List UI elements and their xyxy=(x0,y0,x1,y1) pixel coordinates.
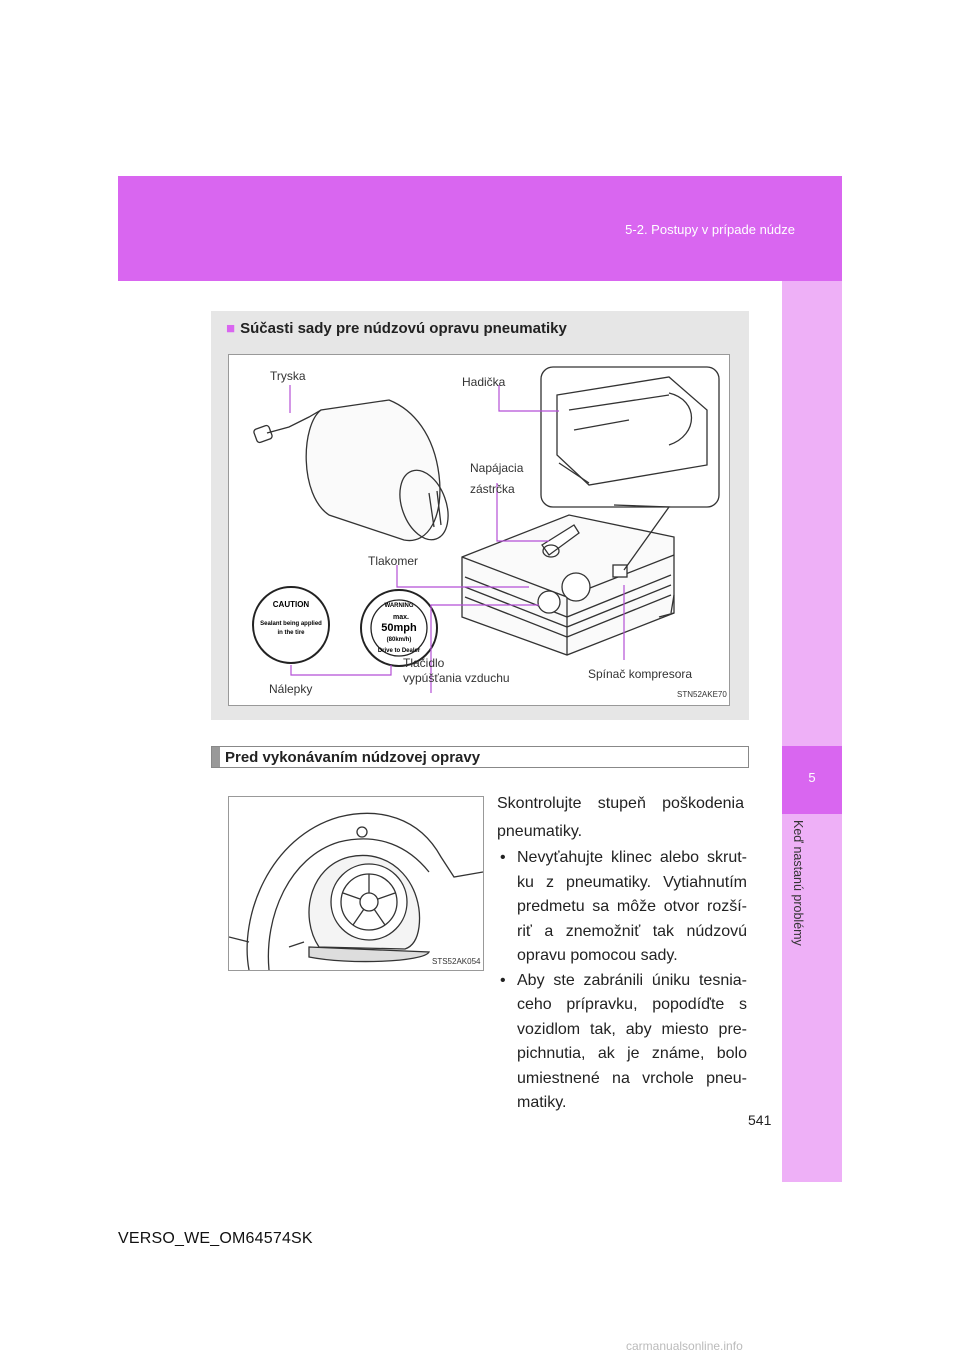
caution-sticker-line2: in the tire xyxy=(277,630,305,636)
chapter-label: Keď nastanú problémy xyxy=(791,820,805,946)
bullet-item: • Aby ste zabránili úniku tesnia-ceho prípravku, popodíďte s vozidlom tak, aby miesto pre-pichnutia, ak je známe, bolo umiestnené na vrchole pneu-matiky. xyxy=(497,969,747,1116)
warning-sticker-bottom: Drive to Dealer xyxy=(377,648,421,654)
figure2-code: STS52AK054 xyxy=(432,957,481,966)
label-tlakomer: Tlakomer xyxy=(368,554,419,568)
section-header: 5-2. Postupy v prípade núdze xyxy=(625,222,795,237)
panel-title-text: Súčasti sady pre núdzovú opravu pneumatiky xyxy=(240,320,567,337)
section-heading-accent xyxy=(212,747,220,767)
warning-sticker-top: WARNING xyxy=(384,603,414,609)
panel-title xyxy=(226,320,567,337)
caution-sticker-line1: Sealant being applied xyxy=(260,621,322,627)
warning-sticker-kmh: (80km/h) xyxy=(386,637,412,643)
instruction-paragraph: Skontrolujte stupeň poškodenia pneumatiky. xyxy=(497,795,744,840)
flat-tire-illustration xyxy=(228,796,484,971)
label-tlacidlo: Tlačidlo xyxy=(403,656,445,670)
label-zastrcka: zástrčka xyxy=(470,482,515,496)
flat-tire-drawing xyxy=(229,797,483,970)
chapter-number: 5 xyxy=(808,770,816,785)
chapter-tab xyxy=(782,281,842,1182)
watermark: carmanualsonline.info xyxy=(626,1339,743,1353)
section-heading xyxy=(211,746,749,768)
label-tryska: Tryska xyxy=(270,369,306,383)
label-nalepky: Nálepky xyxy=(269,682,313,696)
repair-kit-drawing xyxy=(229,355,729,705)
section-heading-text: Pred vykonávaním núdzovej opravy xyxy=(225,749,481,766)
label-spinac: Spínač kompresora xyxy=(588,667,693,681)
square-bullet-icon: ■ xyxy=(226,320,236,337)
page-number: 541 xyxy=(748,1112,772,1128)
chapter-label-wrap xyxy=(787,820,807,980)
bullet-item: • Nevyťahujte klinec alebo skrut-ku z pneumatiky. Vytiahnutím predmetu sa môže otvor rozší-riť a znemožniť tak núdzovú opravu pomocou sady. xyxy=(497,846,747,969)
footer-code: VERSO_WE_OM64574SK xyxy=(118,1230,313,1247)
warning-sticker-speed: 50mph xyxy=(381,622,417,634)
caution-sticker-title: CAUTION xyxy=(272,600,310,609)
warning-sticker-max: max. xyxy=(393,614,409,621)
instruction-bullets xyxy=(497,846,747,1116)
repair-kit-illustration xyxy=(228,354,730,706)
label-hadicka: Hadička xyxy=(462,375,506,389)
figure1-code: STN52AKE70 xyxy=(677,690,727,699)
label-napajacia: Napájacia xyxy=(470,461,524,475)
label-vypustania: vypúšťania vzduchu xyxy=(403,671,510,685)
